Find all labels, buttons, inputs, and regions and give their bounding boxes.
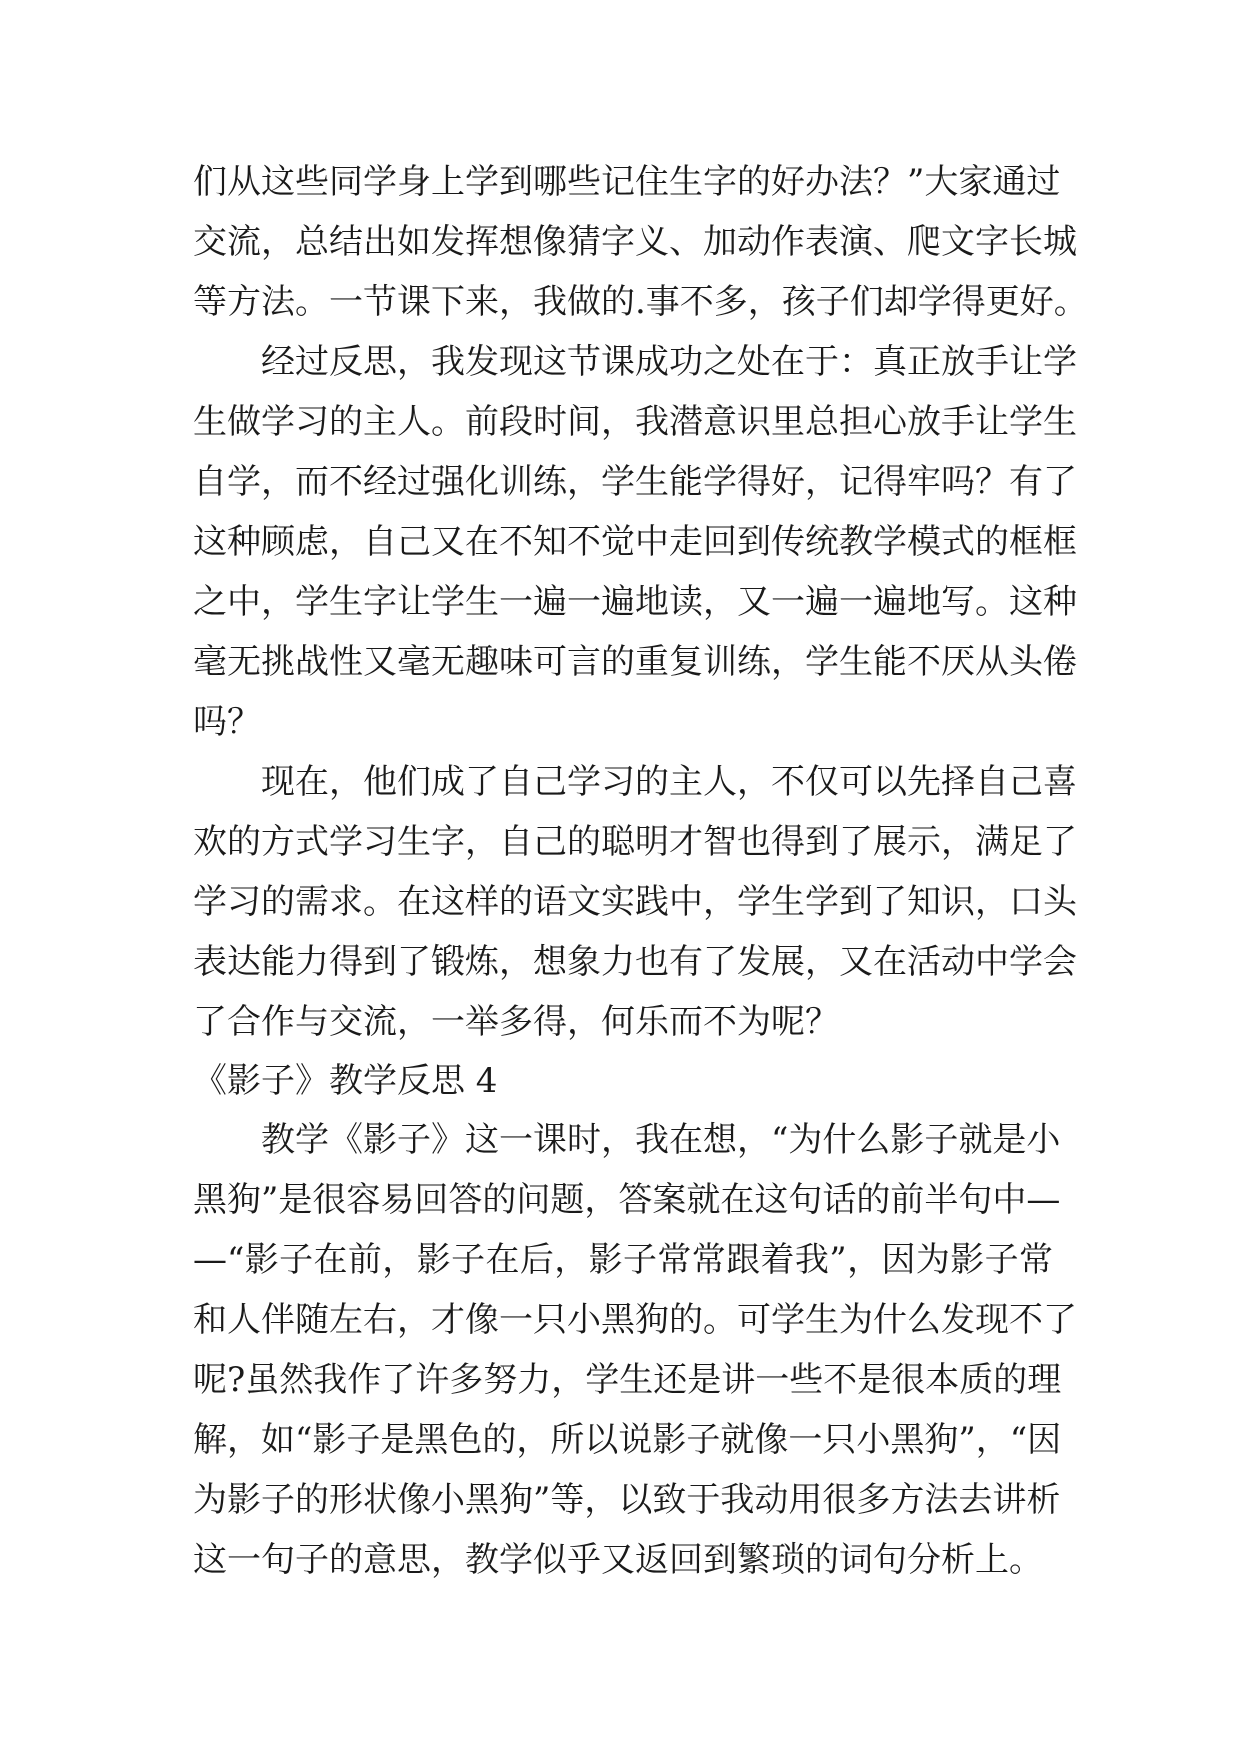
- text-line: 解，如“影子是黑色的，所以说影子就像一只小黑狗”，“因: [193, 1420, 1062, 1460]
- text-line: 毫无挑战性又毫无趣味可言的重复训练，学生能不厌从头倦: [193, 642, 1077, 682]
- text-line: 等方法。一节课下来，我做的.事不多，孩子们却学得更好。: [193, 282, 1088, 322]
- paragraph-now: [193, 752, 1077, 1052]
- text-line: 生做学习的主人。前段时间，我潜意识里总担心放手让学生: [193, 402, 1077, 442]
- text-line: 现在，他们成了自己学习的主人，不仅可以先择自己喜: [261, 762, 1077, 802]
- text-line: 表达能力得到了锻炼，想象力也有了发展，又在活动中学会: [193, 942, 1077, 982]
- text-line: —“影子在前，影子在后，影子常常跟着我”，因为影子常: [193, 1240, 1053, 1280]
- text-line: 呢?虽然我作了许多努力，学生还是讲一些不是很本质的理: [193, 1360, 1062, 1400]
- document-body: [193, 152, 1088, 1590]
- text-line: 为影子的形状像小黑狗”等，以致于我动用很多方法去讲析: [193, 1480, 1061, 1520]
- text-line: 了合作与交流，一举多得，何乐而不为呢？: [193, 1002, 839, 1042]
- text-line: 吗？: [193, 702, 261, 742]
- text-line: 们从这些同学身上学到哪些记住生字的好办法？”大家通过: [193, 162, 1061, 202]
- text-line: 和人伴随左右，才像一只小黑狗的。可学生为什么发现不了: [193, 1300, 1077, 1340]
- text-line: 之中，学生字让学生一遍一遍地读，又一遍一遍地写。这种: [193, 582, 1077, 622]
- text-line: 这种顾虑，自己又在不知不觉中走回到传统教学模式的框框: [193, 522, 1077, 562]
- text-line: 黑狗”是很容易回答的问题，答案就在这句话的前半句中—: [193, 1180, 1061, 1220]
- section-heading: 《影子》教学反思 4: [193, 1061, 498, 1101]
- text-line: 自学，而不经过强化训练，学生能学得好，记得牢吗？有了: [193, 462, 1077, 502]
- text-line: 欢的方式学习生字，自己的聪明才智也得到了展示，满足了: [193, 822, 1077, 862]
- text-line: 经过反思，我发现这节课成功之处在于：真正放手让学: [261, 342, 1077, 382]
- text-line: 学习的需求。在这样的语文实践中，学生学到了知识，口头: [193, 882, 1077, 922]
- paragraph-shadow: [193, 1110, 1077, 1590]
- text-line: 这一句子的意思，教学似乎又返回到繁琐的词句分析上。: [193, 1540, 1043, 1580]
- paragraph-continuation: [193, 152, 1088, 332]
- paragraph-reflection: [193, 332, 1077, 752]
- text-line: 交流，总结出如发挥想像猜字义、加动作表演、爬文字长城: [193, 222, 1077, 262]
- text-line: 教学《影子》这一课时，我在想，“为什么影子就是小: [261, 1120, 1061, 1160]
